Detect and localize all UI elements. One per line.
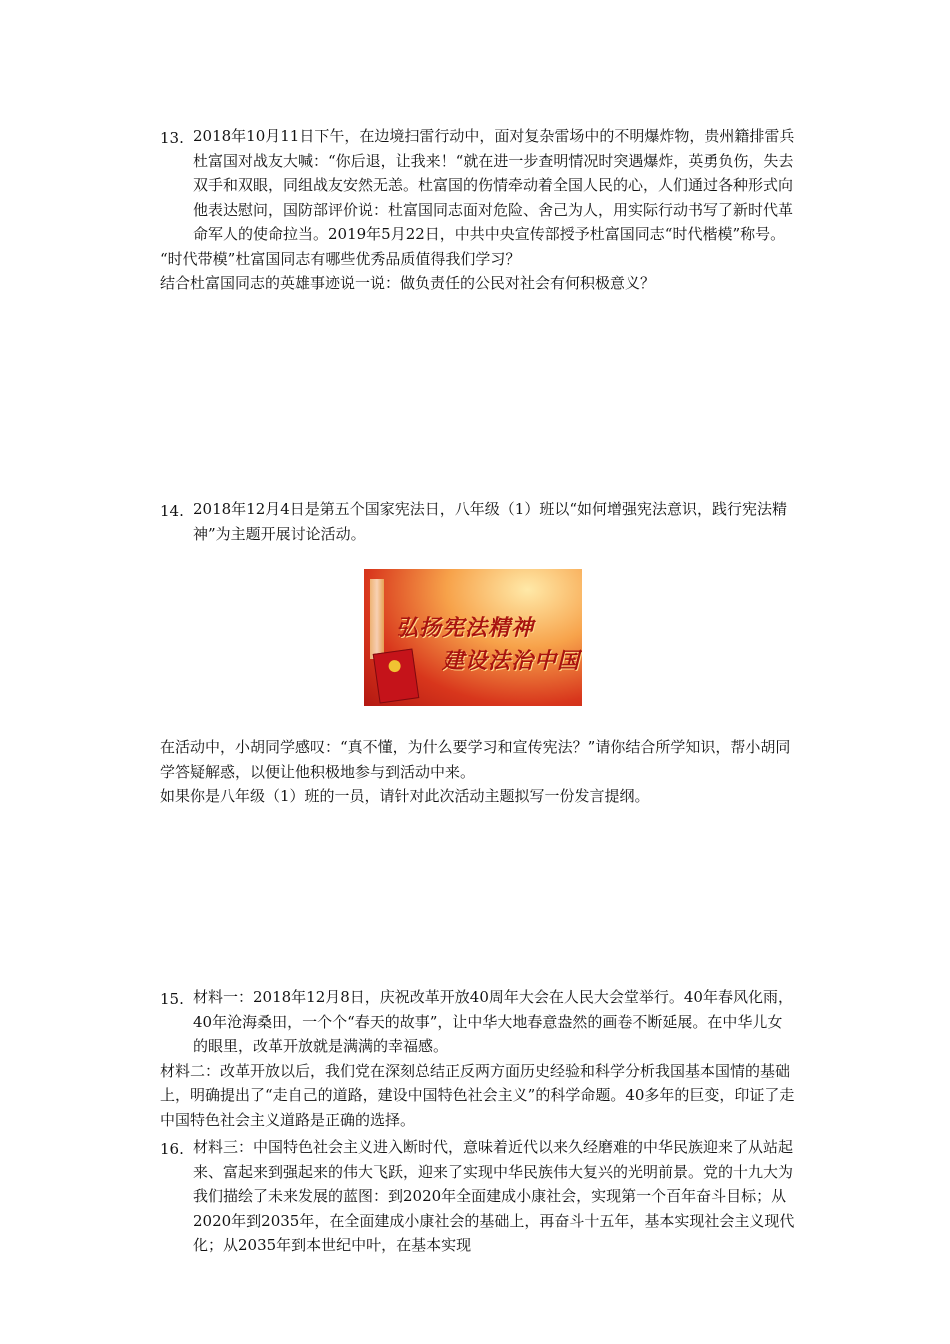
banner-slogan-line2: 建设法治中国 (442, 648, 581, 674)
question-stem: 材料三：中国特色社会主义进入断时代，意味着近代以来久经磨难的中华民族迎来了从站起来、富起来到强起来的伟大飞跃，迎来了实现中华民族伟大复兴的光明前景。党的十九大为我们描绘了未来发展的蓝图：到2020年全面建成小康社会，实现第一个百年奋斗目标；从2020年到2035年，在全面建成小康社会的基础上，再奋斗十五年，基本实现社会主义现代化；从2035年到本世纪中叶，在基本实现 (193, 1138, 795, 1254)
question-15 (160, 985, 795, 1132)
constitution-book-icon (373, 648, 420, 703)
question-number: 13. (160, 129, 184, 147)
question-stem: 材料一：2018年12月8日，庆祝改革开放40周年大会在人民大会堂举行。40年春风化雨，40年沧海桑田，一个个“春天的故事”，让中华大地春意盎然的画卷不断延展。在中华儿女的眼里，改革开放就是满满的幸福感。 (193, 988, 793, 1055)
question-16 (160, 1135, 795, 1258)
sub-question: 如果你是八年级（1）班的一员，请针对此次活动主题拟写一份发言提纲。 (160, 787, 650, 805)
question-stem: 2018年10月11日下午，在边境扫雷行动中，面对复杂雷场中的不明爆炸物，贵州籍排雷兵杜富国对战友大喊：“你后退，让我来！“就在进一步查明情况时突遇爆炸，英勇负伤，失去双手和双眼，同组战友安然无恙。杜富国的伤情牵动着全国人民的心，人们通过各种形式向他表达慰问，国防部评价说：杜富国同志面对危险、舍己为人，用实际行动书写了新时代革命军人的使命拉当。2019年5月22日，中共中央宣传部授予杜富国同志“时代楷模”称号。 (193, 127, 795, 243)
question-number: 14. (160, 502, 184, 520)
question-number: 15. (160, 990, 184, 1008)
question-14-subs (160, 735, 795, 809)
sub-question: 在活动中，小胡同学感叹：“真不懂，为什么要学习和宣传宪法？”请你结合所学知识，帮小胡同学答疑解惑，以便让他积极地参与到活动中来。 (160, 738, 791, 781)
material-paragraph: 材料二：改革开放以后，我们党在深刻总结正反两方面历史经验和科学分析我国基本国情的基础上，明确提出了“走自己的道路，建设中国特色社会主义”的科学命题。40多年的巨变，印证了走中国特色社会主义道路是正确的选择。 (160, 1061, 795, 1129)
question-13 (160, 124, 795, 296)
question-14 (160, 497, 795, 546)
question-stem: 2018年12月4日是第五个国家宪法日，八年级（1）班以“如何增强宪法意识，践行宪法精神”为主题开展讨论活动。 (193, 500, 788, 543)
banner-slogan-line1: 弘扬宪法精神 (396, 615, 535, 641)
question-number: 16. (160, 1140, 184, 1158)
constitution-banner-image (364, 569, 582, 706)
huabiao-pillar-icon (370, 579, 384, 659)
sub-question: “时代带模”杜富国同志有哪些优秀品质值得我们学习？ (160, 249, 521, 268)
sub-question: 结合杜富国同志的英雄事迹说一说：做负责任的公民对社会有何积极意义？ (160, 274, 656, 292)
